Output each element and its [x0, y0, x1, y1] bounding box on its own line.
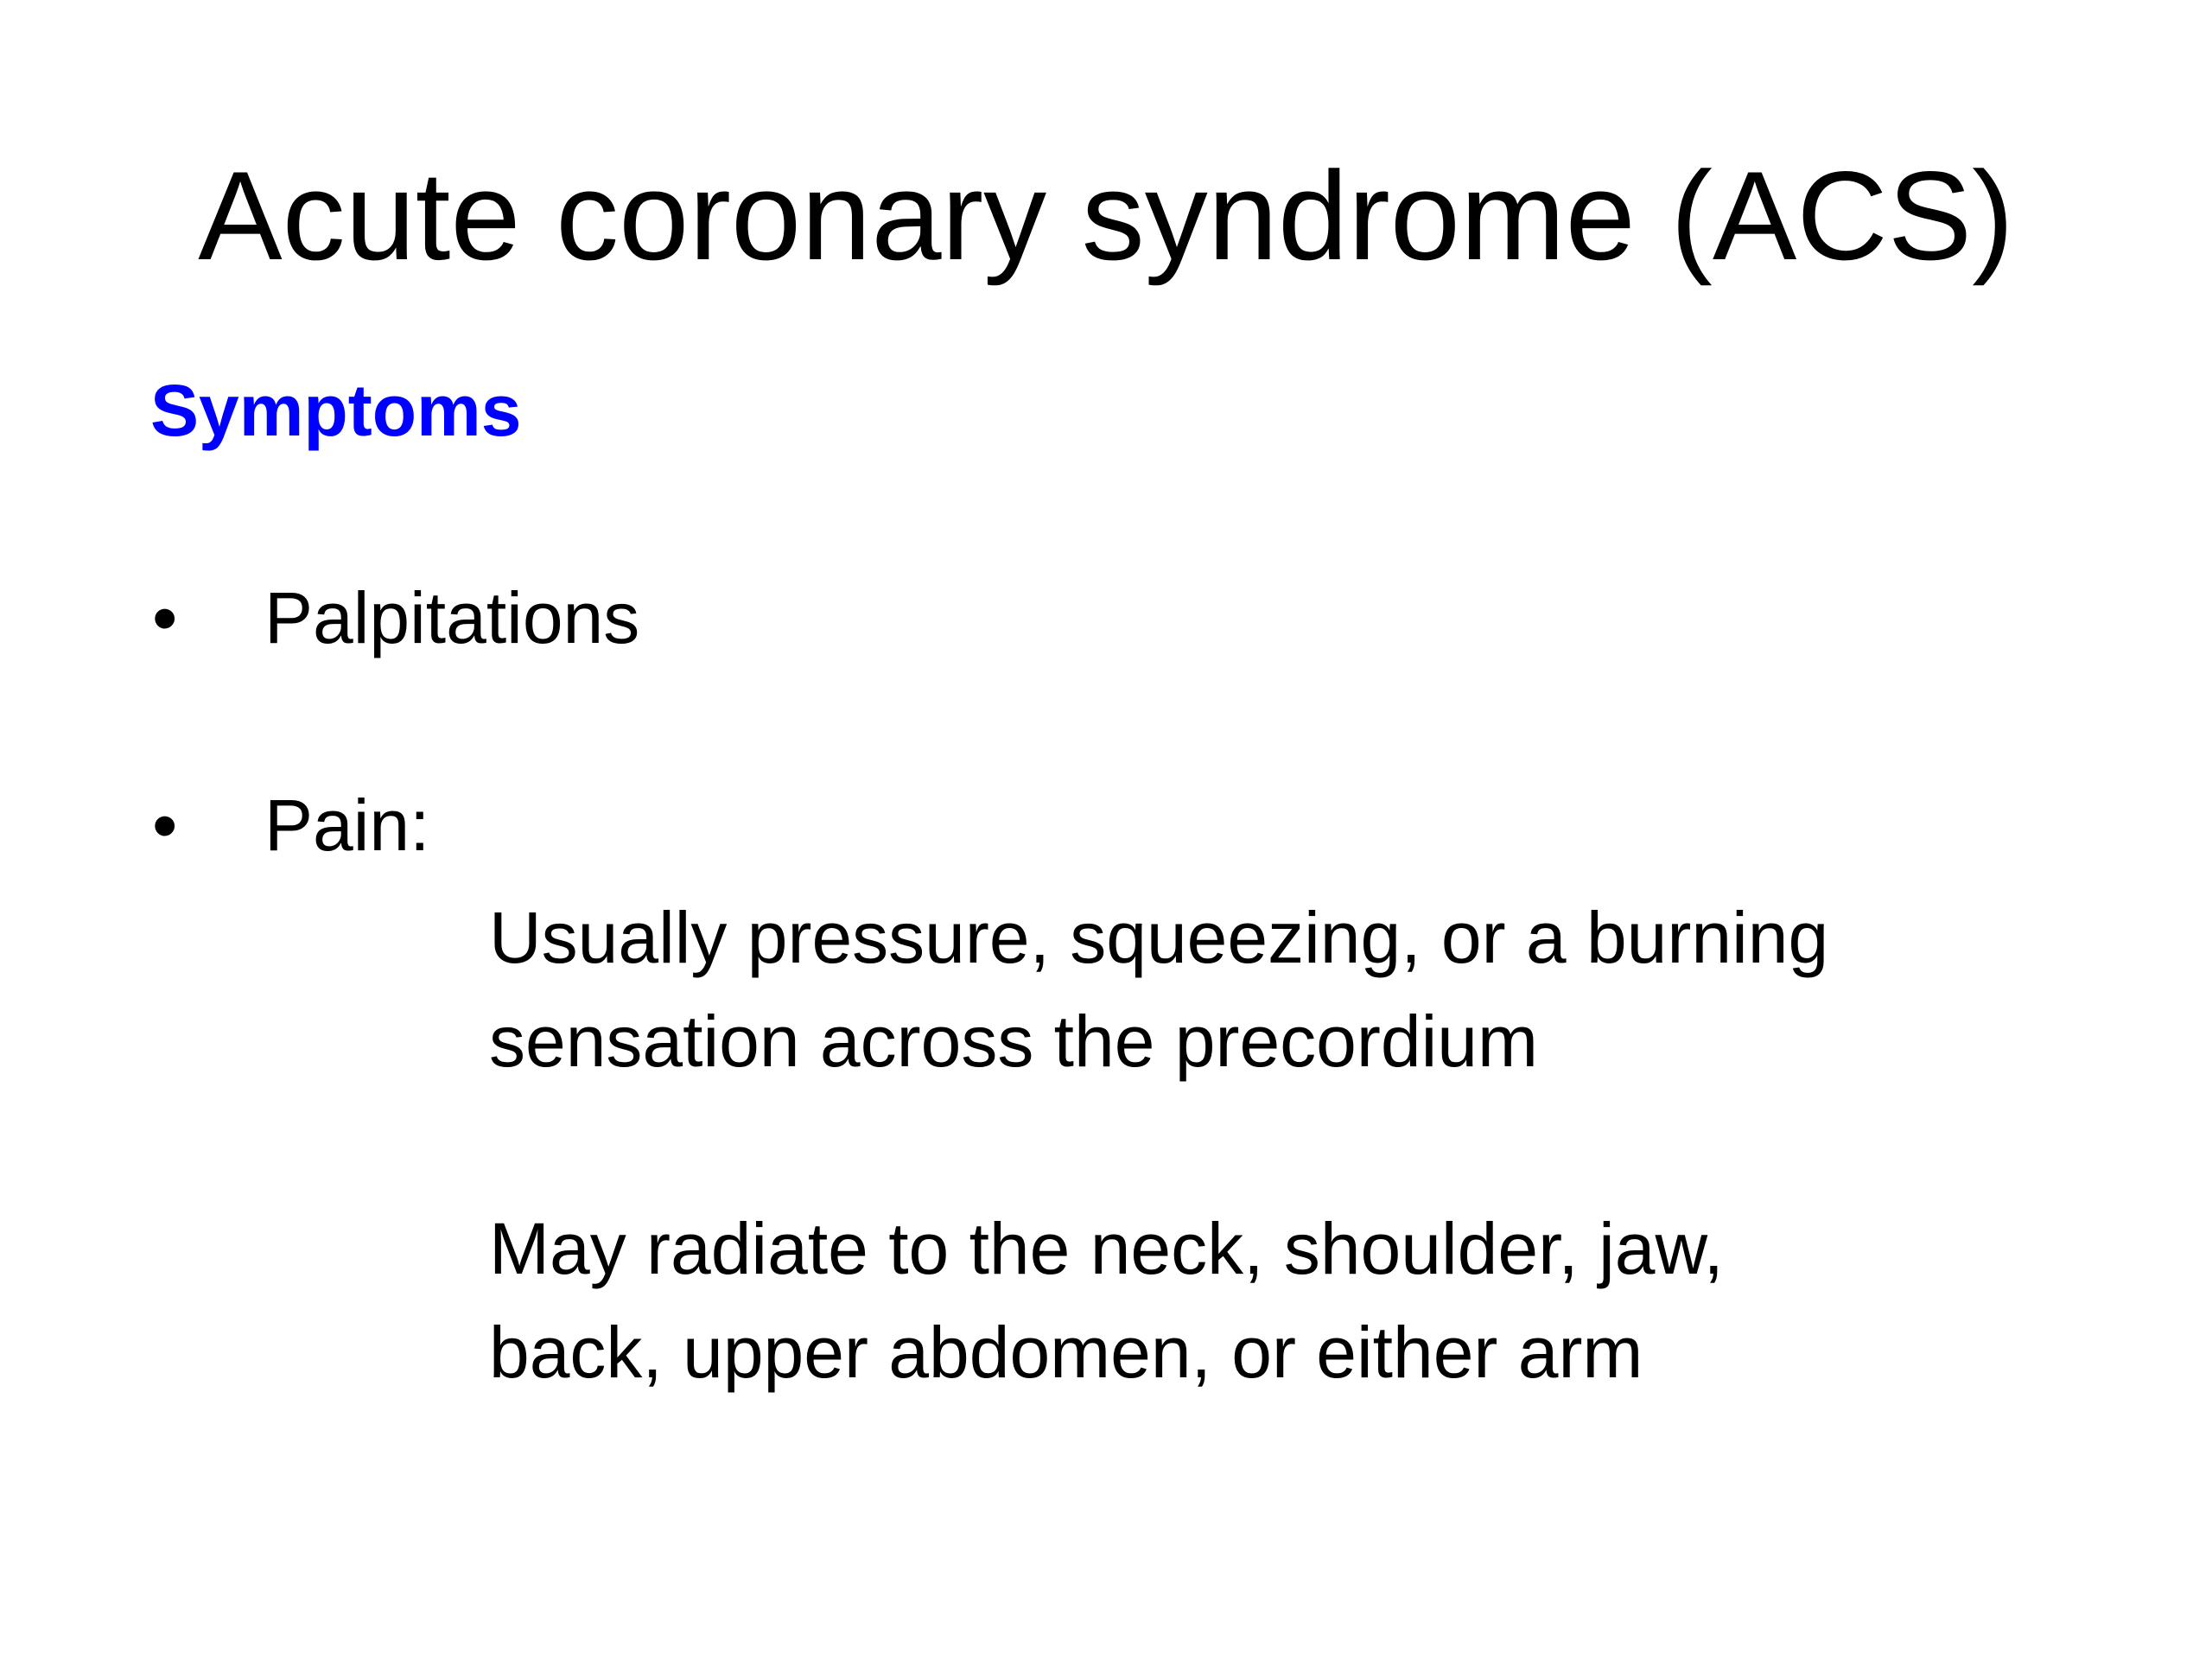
- pain-detail-1-line-2: sensation across the precordium: [489, 1001, 1538, 1082]
- pain-detail-2-line-1: May radiate to the neck, shoulder, jaw,: [489, 1208, 1724, 1289]
- pain-detail-2-line-2: back, upper abdomen, or either arm: [489, 1312, 1643, 1393]
- symptoms-heading: Symptoms: [150, 370, 522, 451]
- bullet-pain: Pain:: [264, 785, 430, 866]
- bullet-marker-palpitations: •: [152, 577, 178, 658]
- slide-title: Acute coronary syndrome (ACS): [198, 145, 2014, 286]
- bullet-marker-pain: •: [152, 785, 178, 866]
- pain-detail-1-line-1: Usually pressure, squeezing, or a burning: [489, 897, 1829, 978]
- bullet-palpitations: Palpitations: [264, 577, 640, 658]
